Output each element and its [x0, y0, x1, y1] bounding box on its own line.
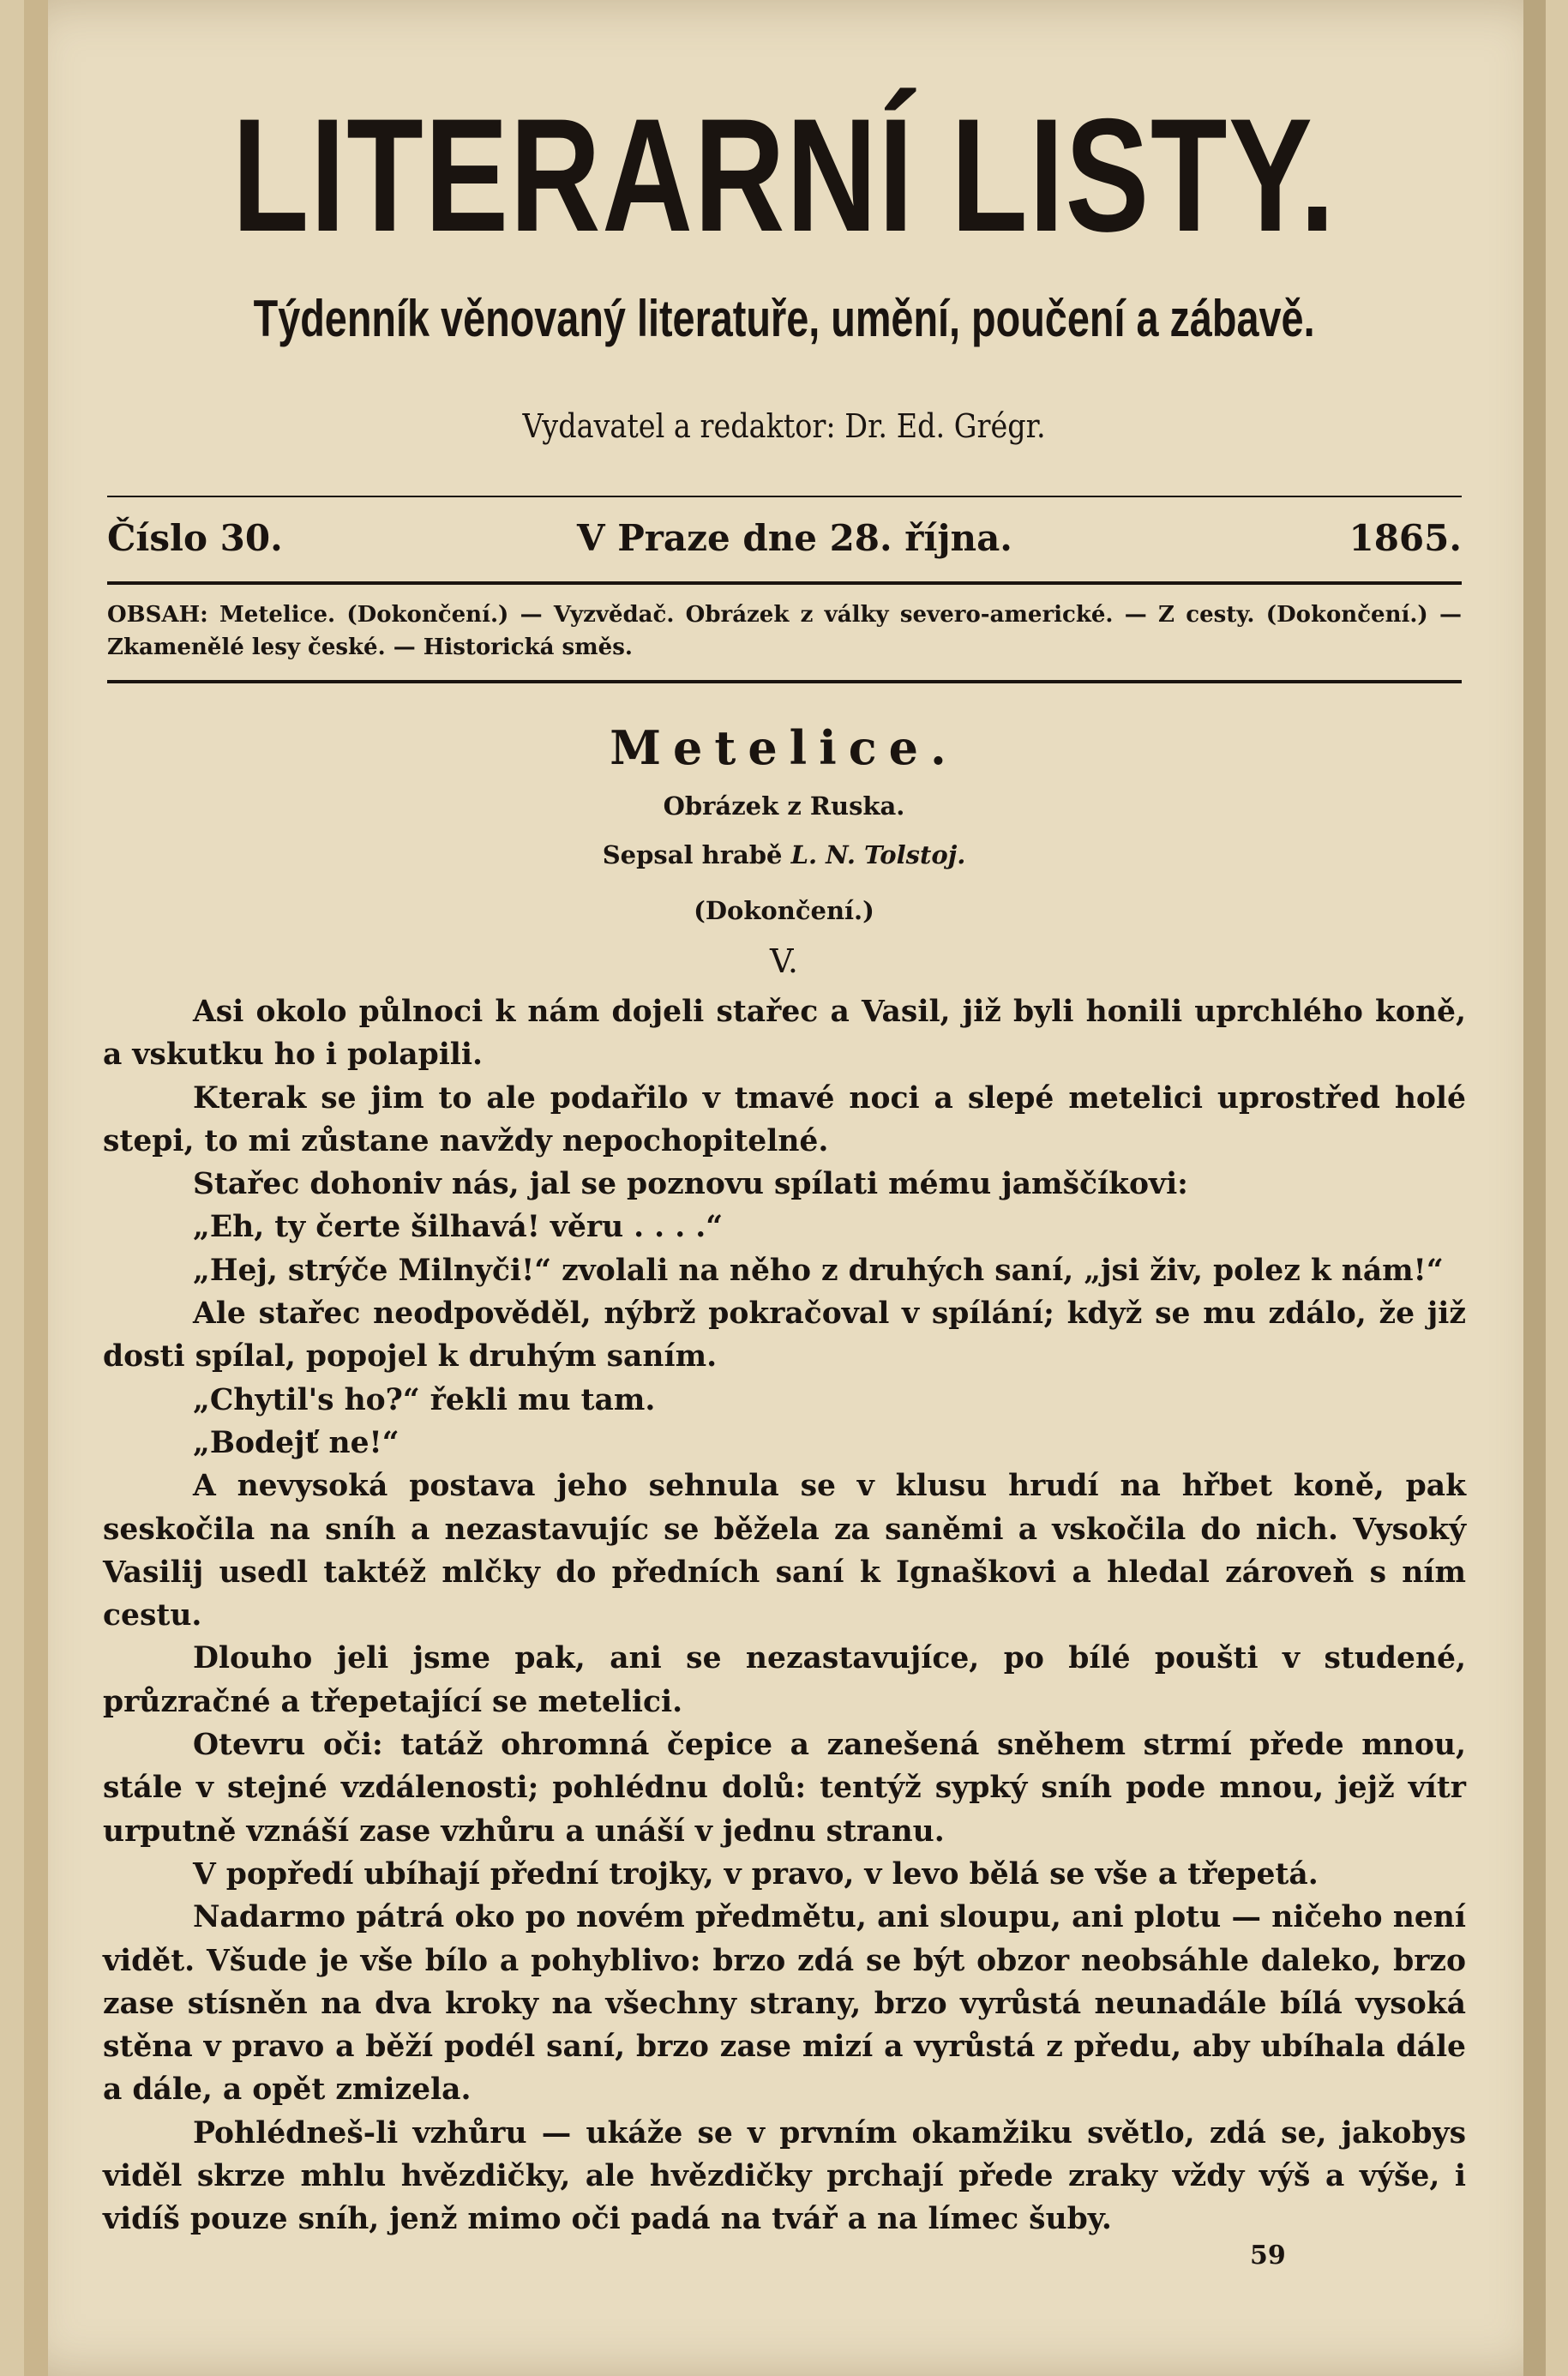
article-author — [0, 840, 1568, 869]
rule-below-issue — [107, 581, 1462, 585]
article-title: Metelice. — [610, 720, 958, 775]
paragraph: A nevysoká postava jeho sehnula se v klusu hrudí na hřbet koně, pak seskočila na sníh a nezastavujíc se běžela za saněmi a vskočila do nich. Vysoký Vasilij usedl taktéž mlčky do předních saní k Ignaškovi a hledal zároveň s ním cestu. — [103, 1469, 1466, 1633]
rule-above-issue — [107, 496, 1462, 497]
article-body — [103, 990, 1466, 2241]
paragraph: „Bodejť ne!“ — [193, 1425, 400, 1460]
paragraph: Pohlédneš-li vzhůru — ukáže se v prvním okamžiku světlo, zdá se, jakobys viděl skrze mhlu hvězdičky, ale hvězdičky prchají přede zraky vždy výš a výše, i vidíš pouze sníh, jenž mimo oči padá na tvář a na límec šuby. — [103, 2115, 1466, 2237]
paragraph: „Hej, strýče Milnyči!“ zvolali na něho z druhých saní, „jsi živ, polez k nám!“ — [193, 1253, 1444, 1288]
page-number: 59 — [1250, 2241, 1286, 2271]
author-name: L. N. Tolstoj. — [790, 840, 966, 869]
table-of-contents: OBSAH: Metelice. (Dokončení.) — Vyzvědač. Obrázek z války severo-americké. — Z cesty. (Dokončení.) — Zkamenělé lesy české. — Historická směs. — [107, 602, 1462, 660]
masthead-title: LITERARNÍ LISTY. — [231, 85, 1337, 265]
issue-number: Číslo 30. — [107, 517, 283, 559]
page-left-edge — [24, 0, 48, 2376]
paragraph: V popředí ubíhají přední trojky, v pravo, v levo bělá se vše a třepetá. — [193, 1856, 1319, 1892]
paragraph: „Chytil's ho?“ řekli mu tam. — [193, 1382, 656, 1417]
article-continuation: (Dokončení.) — [694, 896, 874, 925]
publisher-line: Vydavatel a redaktor: Dr. Ed. Grégr. — [522, 407, 1046, 445]
paragraph: „Eh, ty čerte šilhavá! věru . . . .“ — [193, 1210, 724, 1245]
paragraph: Otevru oči: tatáž ohromná čepice a zanešená sněhem strmí přede mnou, stále v stejné vzdálenosti; pohlédnu dolů: tentýž sypký sníh pode mnou, jejž vítr urputně vznáší zase vzhůru a unáší v jednu stranu. — [103, 1728, 1466, 1849]
article-subtitle: Obrázek z Ruska. — [663, 791, 905, 821]
paragraph: Ale stařec neodpověděl, nýbrž pokračoval v spílání; když se mu zdálo, že již dosti spílal, popojel k druhým saním. — [103, 1296, 1466, 1374]
issue-year: 1865. — [1349, 517, 1462, 559]
author-prefix: Sepsal hrabě — [602, 840, 791, 869]
paragraph: Nadarmo pátrá oko po novém předmětu, ani sloupu, ani plotu — ničeho není vidět. Všude je vše bílo a pohyblivo: brzo zdá se být obzor neobsáhle daleko, brzo zase stísněn na dva kroky na všechny strany, brzo vyrůstá neunadále bílá vysoká stěna v pravo a běží podél saní, brzo zase mizí a vyrůstá z předu, aby ubíhala dále a dále, a opět zmizela. — [103, 1900, 1466, 2108]
paragraph: Stařec dohoniv nás, jal se poznovu spílati mému jamščíkovi: — [193, 1167, 1188, 1202]
paragraph: Asi okolo půlnoci k nám dojeli stařec a Vasil, již byli honili uprchlého koně, a vskutku ho i polapili. — [103, 995, 1466, 1073]
issue-place-date: V Praze dne 28. října. — [577, 517, 1012, 559]
paragraph: Kterak se jim to ale podařilo v tmavé noci a slepé metelici uprostřed holé stepi, to mi zůstane navždy nepochopitelné. — [103, 1080, 1466, 1158]
page-right-edge — [1523, 0, 1546, 2376]
paragraph: Dlouho jeli jsme pak, ani se nezastavujíce, po bílé poušti v studené, průzračné a třepetající se metelici. — [103, 1641, 1466, 1719]
chapter-number: V. — [770, 942, 798, 980]
masthead-subtitle: Týdenník věnovaný literatuře, umění, poučení a zábavě. — [253, 290, 1315, 347]
issue-bar — [107, 517, 1462, 560]
rule-below-contents — [107, 680, 1462, 683]
